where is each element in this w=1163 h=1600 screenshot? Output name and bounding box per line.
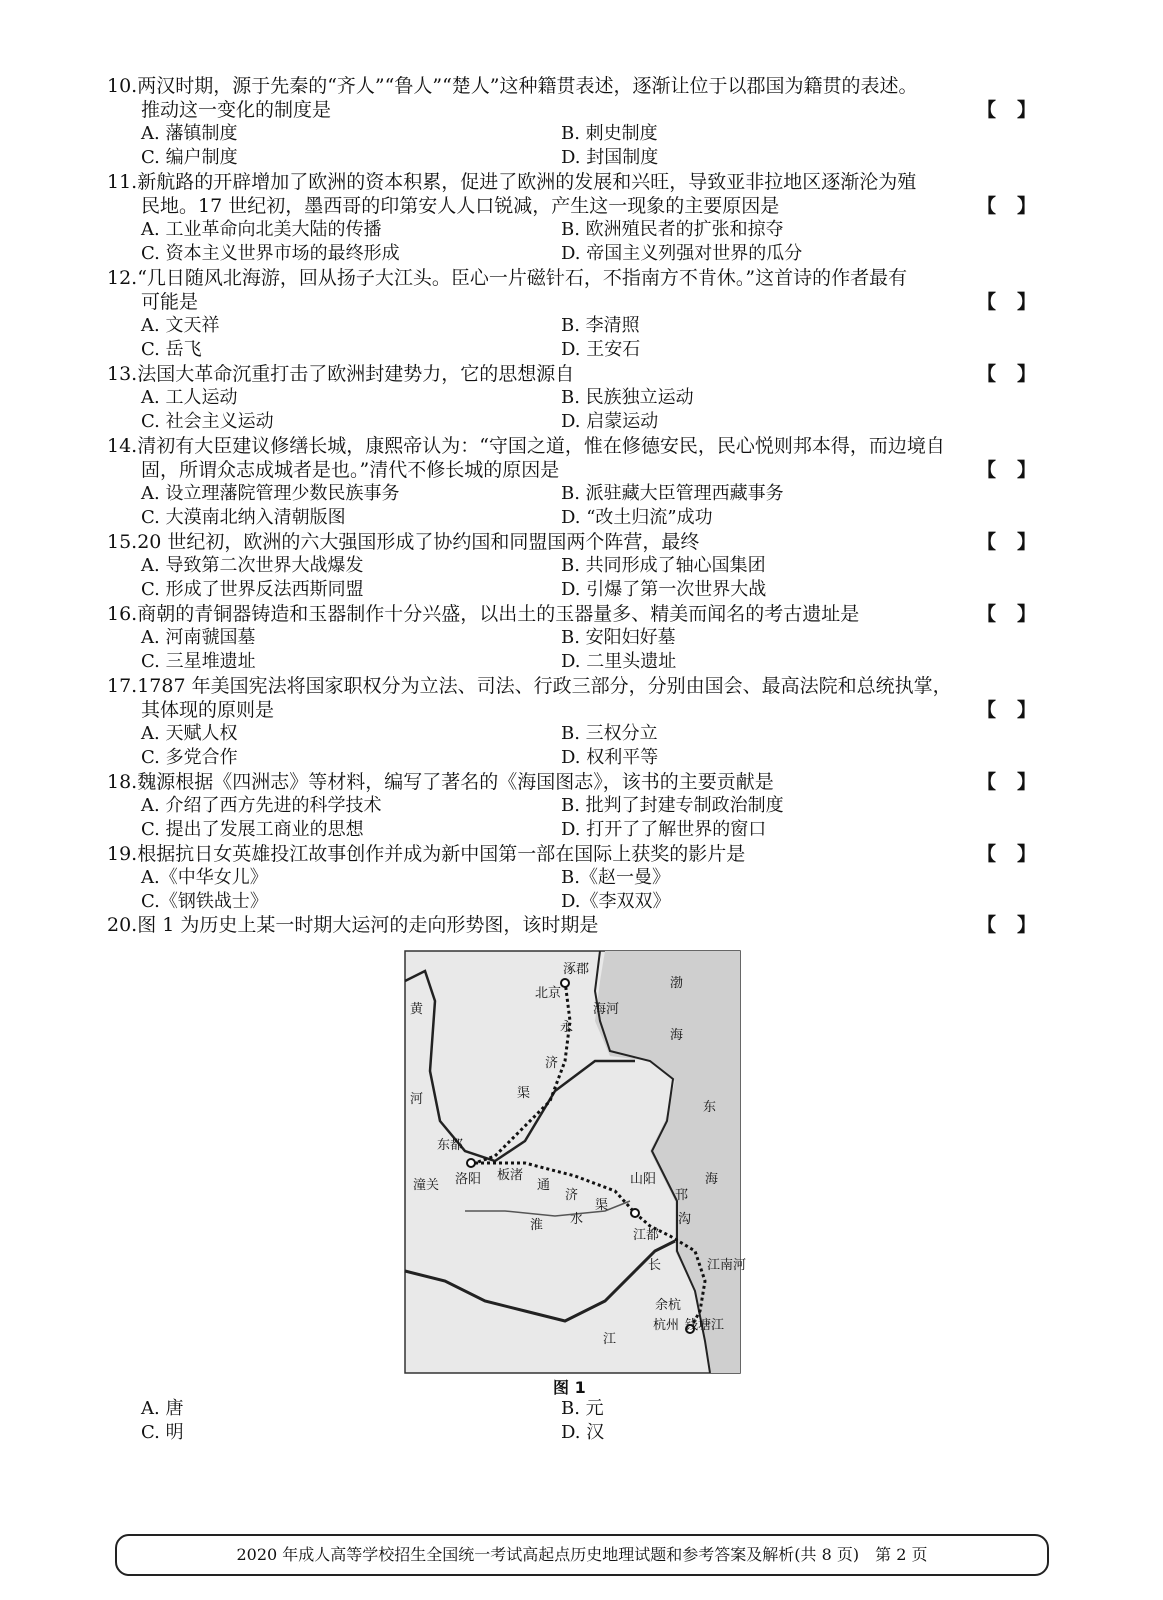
question-text-cont: 民地。17 世纪初，墨西哥的印第安人人口锐减，产生这一现象的主要原因是 bbox=[141, 195, 780, 217]
option-c: C. 明 bbox=[141, 1422, 184, 1443]
label-shanyang: 山阳 bbox=[630, 1172, 657, 1187]
question-text: 17.1787 年美国宪法将国家职权分为立法、司法、行政三部分，分别由国会、最高法院和总统执掌， bbox=[107, 675, 952, 697]
option-a: A. 文天祥 bbox=[141, 315, 220, 336]
option-d: D. 汉 bbox=[561, 1422, 605, 1443]
question-18 bbox=[107, 770, 1037, 842]
question-15 bbox=[107, 530, 1037, 602]
option-b: B. 刺史制度 bbox=[561, 123, 658, 144]
jiangdu-dot bbox=[631, 1209, 639, 1217]
option-b: B.《赵一曼》 bbox=[561, 867, 670, 888]
option-d: D. 帝国主义列强对世界的瓜分 bbox=[561, 243, 803, 264]
question-text: 10.两汉时期，源于先秦的“齐人”“鲁人”“楚人”这种籍贯表述，逐渐让位于以郡国为籍贯的表述。 bbox=[107, 75, 918, 97]
label-qu: 渠 bbox=[517, 1086, 531, 1101]
option-d: D. “改土归流”成功 bbox=[561, 507, 713, 528]
question-text-cont: 固，所谓众志成城者是也。”清代不修长城的原因是 bbox=[141, 459, 560, 481]
label-beijing: 北京 bbox=[535, 986, 562, 1001]
option-c: C. 提出了发展工商业的思想 bbox=[141, 819, 364, 840]
question-13 bbox=[107, 362, 1037, 434]
label-hai1: 海 bbox=[670, 1028, 684, 1043]
answer-bracket: 【 】 bbox=[976, 195, 1037, 217]
answer-bracket: 【 】 bbox=[976, 531, 1037, 553]
option-b: B. 共同形成了轴心国集团 bbox=[561, 555, 766, 576]
option-a: A. 工人运动 bbox=[141, 387, 238, 408]
question-20-text: 20.图 1 为历史上某一时期大运河的走向形势图，该时期是 bbox=[107, 914, 599, 936]
label-huai: 淮 bbox=[530, 1218, 544, 1233]
question-text: 12.“几日随风北海游，回从扬子大江头。臣心一片磁针石，不指南方不肯休。”这首诗的作者最有 bbox=[107, 267, 908, 289]
question-text: 16.商朝的青铜器铸造和玉器制作十分兴盛，以出土的玉器量多、精美而闻名的考古遗址是 bbox=[107, 603, 860, 625]
label-qiantangjiang: 钱塘江 bbox=[685, 1318, 725, 1333]
option-c: C. 社会主义运动 bbox=[141, 411, 274, 432]
label-gou: 沟 bbox=[678, 1212, 692, 1227]
label-chang: 长 bbox=[648, 1258, 662, 1273]
label-huang: 黄 bbox=[410, 1002, 424, 1017]
label-yong: 永 bbox=[560, 1020, 574, 1035]
luoyang-dot bbox=[467, 1159, 475, 1167]
option-b: B. 批判了封建专制政治制度 bbox=[561, 795, 784, 816]
answer-bracket: 【 】 bbox=[976, 99, 1037, 121]
label-jiangdu: 江都 bbox=[633, 1228, 660, 1243]
option-b: B. 三权分立 bbox=[561, 723, 658, 744]
option-d: D. 权利平等 bbox=[561, 747, 659, 768]
question-10 bbox=[107, 74, 1037, 170]
option-d: D. 引爆了第一次世界大战 bbox=[561, 579, 767, 600]
option-c: C. 岳飞 bbox=[141, 339, 202, 360]
label-zhuojun: 涿郡 bbox=[563, 962, 590, 977]
question-19 bbox=[107, 842, 1037, 914]
option-d: D. 二里头遗址 bbox=[561, 651, 677, 672]
label-jiang: 江 bbox=[603, 1332, 617, 1347]
label-luoyang: 洛阳 bbox=[455, 1172, 482, 1187]
label-dongdu: 东都 bbox=[437, 1138, 464, 1153]
question-text: 11.新航路的开辟增加了欧洲的资本积累，促进了欧洲的发展和兴旺，导致亚非拉地区逐渐沦为殖 bbox=[107, 171, 917, 193]
question-11 bbox=[107, 170, 1037, 266]
label-ji2: 济 bbox=[565, 1188, 579, 1203]
option-d: D. 启蒙运动 bbox=[561, 411, 659, 432]
option-b: B. 欧洲殖民者的扩张和掠夺 bbox=[561, 219, 784, 240]
grand-canal-map bbox=[405, 951, 747, 1373]
option-a: A. 河南虢国墓 bbox=[141, 627, 256, 648]
option-c: C. 编户制度 bbox=[141, 147, 238, 168]
option-a: A.《中华女儿》 bbox=[141, 867, 268, 888]
option-c: C. 三星堆遗址 bbox=[141, 651, 256, 672]
option-b: B. 民族独立运动 bbox=[561, 387, 694, 408]
option-b: B. 派驻藏大臣管理西藏事务 bbox=[561, 483, 784, 504]
option-c: C. 资本主义世界市场的最终形成 bbox=[141, 243, 400, 264]
option-c: C. 多党合作 bbox=[141, 747, 238, 768]
label-qu2: 渠 bbox=[595, 1198, 609, 1213]
question-17 bbox=[107, 674, 1037, 770]
label-tong: 通 bbox=[537, 1178, 551, 1193]
option-b: B. 李清照 bbox=[561, 315, 640, 336]
label-banzhu: 板渚 bbox=[497, 1168, 524, 1183]
label-he: 河 bbox=[410, 1092, 424, 1107]
option-d: D. 王安石 bbox=[561, 339, 641, 360]
option-a: A. 天赋人权 bbox=[141, 723, 238, 744]
option-a: A. 工业革命向北美大陆的传播 bbox=[141, 219, 382, 240]
answer-bracket: 【 】 bbox=[976, 771, 1037, 793]
answer-bracket: 【 】 bbox=[976, 291, 1037, 313]
label-tongguan: 潼关 bbox=[413, 1178, 440, 1193]
label-hai2: 海 bbox=[705, 1172, 719, 1187]
option-c: C. 形成了世界反法西斯同盟 bbox=[141, 579, 364, 600]
question-text-cont: 其体现的原则是 bbox=[141, 699, 275, 721]
question-text-cont: 推动这一变化的制度是 bbox=[141, 99, 332, 121]
question-12 bbox=[107, 266, 1037, 362]
option-d: D.《李双双》 bbox=[561, 891, 671, 912]
option-d: D. 打开了了解世界的窗口 bbox=[561, 819, 767, 840]
question-text-cont: 可能是 bbox=[141, 291, 199, 313]
option-a: A. 导致第二次世界大战爆发 bbox=[141, 555, 364, 576]
option-a: A. 设立理藩院管理少数民族事务 bbox=[141, 483, 400, 504]
label-ji: 济 bbox=[545, 1056, 559, 1071]
answer-bracket: 【 】 bbox=[976, 603, 1037, 625]
label-haihe: 海河 bbox=[593, 1002, 620, 1017]
answer-bracket: 【 】 bbox=[976, 459, 1037, 481]
question-text: 18.魏源根据《四洲志》等材料，编写了著名的《海国图志》，该书的主要贡献是 bbox=[107, 771, 774, 793]
answer-bracket: 【 】 bbox=[976, 843, 1037, 865]
option-a: A. 藩镇制度 bbox=[141, 123, 238, 144]
question-14 bbox=[107, 434, 1037, 530]
option-b: B. 元 bbox=[561, 1398, 604, 1419]
question-text: 14.清初有大臣建议修缮长城，康熙帝认为：“守国之道，惟在修德安民，民心悦则邦本得，而边境自 bbox=[107, 435, 945, 457]
label-han: 邗 bbox=[675, 1188, 689, 1203]
label-yuhang: 余杭 bbox=[655, 1298, 682, 1313]
page-footer: 2020 年成人高等学校招生全国统一考试高起点历史地理试题和参考答案及解析(共 8 页) 第 2 页 bbox=[115, 1534, 1049, 1576]
label-shui: 水 bbox=[570, 1212, 584, 1227]
figure-caption: 图 1 bbox=[553, 1378, 586, 1397]
option-c: C.《钢铁战士》 bbox=[141, 891, 268, 912]
answer-bracket: 【 】 bbox=[976, 914, 1037, 936]
option-a: A. 唐 bbox=[141, 1398, 184, 1419]
option-a: A. 介绍了西方先进的科学技术 bbox=[141, 795, 382, 816]
question-20 bbox=[107, 913, 1037, 937]
answer-bracket: 【 】 bbox=[976, 699, 1037, 721]
question-20-options bbox=[107, 1397, 1037, 1445]
answer-bracket: 【 】 bbox=[976, 363, 1037, 385]
option-d: D. 封国制度 bbox=[561, 147, 659, 168]
question-16 bbox=[107, 602, 1037, 674]
label-dong: 东 bbox=[703, 1100, 717, 1115]
option-c: C. 大漠南北纳入清朝版图 bbox=[141, 507, 346, 528]
question-text: 13.法国大革命沉重打击了欧洲封建势力，它的思想源自 bbox=[107, 363, 575, 385]
option-b: B. 安阳妇好墓 bbox=[561, 627, 676, 648]
question-text: 19.根据抗日女英雄投江故事创作并成为新中国第一部在国际上获奖的影片是 bbox=[107, 843, 746, 865]
label-jiangnan: 江南河 bbox=[707, 1258, 747, 1273]
zhuojun-dot bbox=[561, 979, 569, 987]
question-text: 15.20 世纪初，欧洲的六大强国形成了协约国和同盟国两个阵营，最终 bbox=[107, 531, 700, 553]
label-hangzhou: 杭州 bbox=[653, 1318, 680, 1333]
label-bo: 渤 bbox=[670, 976, 684, 991]
